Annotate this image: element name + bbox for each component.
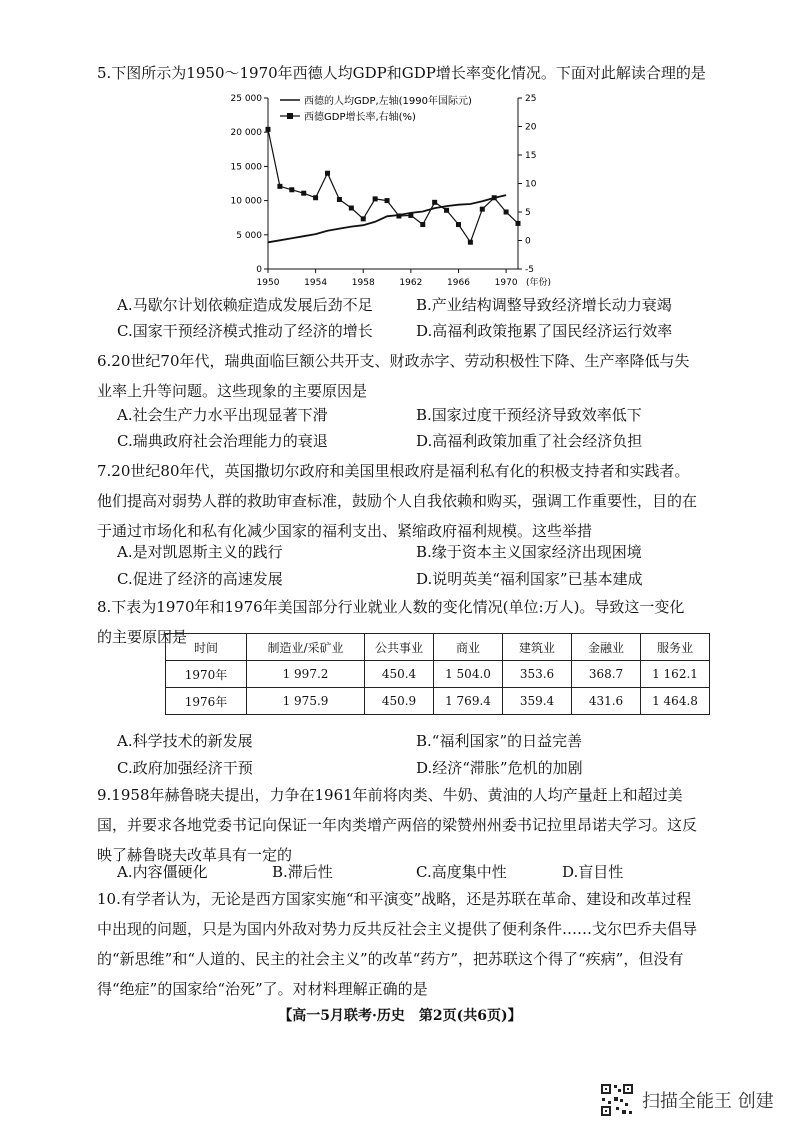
- growth-data-point: [313, 195, 318, 200]
- growth-data-point: [373, 196, 378, 201]
- legend-label-growth: 西德GDP增长率,右轴(%): [304, 112, 416, 123]
- question-7-text: 7.20世纪80年代，英国撒切尔政府和美国里根政府是福利私有化的积极支持者和实践者。他们提高对弱势人群的救助审查标准，鼓励个人自我依赖和购买，强调工作重要性，目的在于通过市场化和私有化减少国家的福利支出、紧缩政府福利规模。这些举措: [97, 462, 698, 540]
- table-cell: 359.4: [503, 688, 572, 715]
- growth-data-point: [396, 213, 401, 218]
- q8-option-a[interactable]: A.科学技术的新发展: [117, 732, 253, 750]
- right-tick-label: 0: [525, 236, 531, 247]
- question-5-stem: [97, 58, 737, 88]
- q5-option-a[interactable]: A.马歇尔计划依赖症造成发展后劲不足: [117, 296, 373, 314]
- x-tick-label: 1954: [304, 278, 328, 288]
- x-tick-label: 1962: [399, 278, 423, 288]
- question-10-stem: [97, 884, 697, 1004]
- q9-option-a[interactable]: A.内容僵硬化: [117, 863, 208, 881]
- growth-data-point: [266, 127, 271, 132]
- right-tick-label: 10: [525, 179, 537, 190]
- question-6-text: 6.20世纪70年代，瑞典面临巨额公共开支、财政赤字、劳动积极性下降、生产率降低与失业率上升等问题。这些现象的主要原因是: [97, 352, 690, 400]
- table-cell: 1970年: [166, 661, 247, 688]
- q7-option-c[interactable]: C.促进了经济的高速发展: [117, 570, 283, 588]
- x-tick-label: 1950: [256, 278, 280, 288]
- q7-option-d[interactable]: D.说明英美“福利国家”已基本建成: [416, 570, 643, 588]
- table-header-cell: 公共事业: [365, 634, 434, 661]
- left-tick-label: 0: [256, 265, 262, 275]
- table-cell: 450.4: [365, 661, 434, 688]
- growth-data-point: [516, 221, 521, 226]
- growth-data-point: [337, 197, 342, 202]
- q6-option-a[interactable]: A.社会生产力水平出现显著下滑: [117, 406, 328, 424]
- growth-data-point: [456, 222, 461, 227]
- growth-data-point: [480, 207, 485, 212]
- table-cell: 1 162.1: [641, 661, 710, 688]
- question-7-stem: [97, 456, 697, 546]
- table-cell: 368.7: [572, 661, 641, 688]
- table-header-cell: 服务业: [641, 634, 710, 661]
- growth-data-point: [289, 187, 294, 192]
- q8-option-b[interactable]: B.“福利国家”的日益完善: [416, 732, 583, 750]
- q9-option-c[interactable]: C.高度集中性: [416, 863, 507, 881]
- table-cell: 1 997.2: [247, 661, 365, 688]
- q6-option-d[interactable]: D.高福利政策加重了社会经济负担: [416, 432, 643, 450]
- table-cell: 1 769.4: [434, 688, 503, 715]
- x-tick-label: 1958: [351, 278, 375, 288]
- right-tick-label: 5: [525, 208, 531, 218]
- table-cell: 450.9: [365, 688, 434, 715]
- scanner-brand: [600, 1083, 774, 1117]
- page-footer: 【高一5月联考·历史 第2页(共6页)】: [278, 1008, 522, 1024]
- series-line-growth: [268, 129, 518, 242]
- growth-data-point: [349, 206, 354, 211]
- growth-data-point: [492, 195, 497, 200]
- growth-data-point: [432, 200, 437, 205]
- left-tick-label: 10 000: [230, 196, 262, 207]
- q7-option-a[interactable]: A.是对凯恩斯主义的践行: [117, 543, 283, 561]
- x-tick-label: 1970: [494, 278, 518, 288]
- x-tick-label: 1966: [447, 278, 470, 288]
- left-tick-label: 25 000: [230, 94, 262, 104]
- left-tick-label: 5 000: [236, 230, 262, 241]
- table-header-cell: 制造业/采矿业: [247, 634, 365, 661]
- left-tick-label: 20 000: [230, 128, 262, 139]
- growth-data-point: [420, 222, 425, 227]
- q6-option-b[interactable]: B.国家过度干预经济导致效率低下: [416, 406, 642, 424]
- qr-code-icon: [600, 1083, 634, 1117]
- question-6-stem: [97, 346, 697, 406]
- growth-data-point: [361, 216, 366, 221]
- question-9-stem: [97, 780, 697, 870]
- table-row: [166, 688, 710, 715]
- table-row: [166, 661, 710, 688]
- table-cell: 1 504.0: [434, 661, 503, 688]
- table-header-cell: 时间: [166, 634, 247, 661]
- right-tick-label: 25: [525, 94, 537, 104]
- table-header-row: [166, 634, 710, 661]
- growth-data-point: [385, 198, 390, 203]
- growth-data-point: [277, 184, 282, 189]
- question-9-text: 9.1958年赫鲁晓夫提出，力争在1961年前将肉类、牛奶、黄油的人均产量赶上和超过美国，并要求各地党委书记向保证一年肉类增产两倍的梁赞州州委书记拉里昂诺夫学习。这反映了赫鲁晓夫改革具有一定的: [97, 786, 698, 864]
- table-cell: 431.6: [572, 688, 641, 715]
- q8-option-d[interactable]: D.经济“滞胀”危机的加剧: [416, 759, 583, 777]
- x-axis-label: (年份): [526, 278, 552, 288]
- q5-option-b[interactable]: B.产业结构调整导致经济增长动力衰竭: [416, 296, 672, 314]
- growth-data-point: [504, 210, 509, 215]
- question-8-text: 8.下表为1970年和1976年美国部分行业就业人数的变化情况(单位:万人)。导致这一变化的主要原因是: [97, 598, 685, 646]
- right-tick-label: 15: [525, 151, 537, 161]
- q5-option-d[interactable]: D.高福利政策拖累了国民经济运行效率: [416, 322, 673, 340]
- table-cell: 353.6: [503, 661, 572, 688]
- growth-data-point: [325, 171, 330, 176]
- q7-option-b[interactable]: B.缘于资本主义国家经济出现困境: [416, 543, 642, 561]
- question-5-text: 5.下图所示为1950～1970年西德人均GDP和GDP增长率变化情况。下面对此解读合理的是: [97, 64, 706, 82]
- q9-option-d[interactable]: D.盲目性: [562, 863, 624, 881]
- left-tick-label: 15 000: [230, 162, 262, 173]
- table-cell: 1 464.8: [641, 688, 710, 715]
- legend-marker-growth: [287, 113, 293, 119]
- table-header-cell: 商业: [434, 634, 503, 661]
- brand-text: 扫描全能王 创建: [642, 1091, 774, 1112]
- right-tick-label: 20: [525, 122, 537, 133]
- q9-option-b[interactable]: B.滞后性: [272, 863, 333, 881]
- q8-option-c[interactable]: C.政府加强经济干预: [117, 759, 253, 777]
- q6-option-c[interactable]: C.瑞典政府社会治理能力的衰退: [117, 432, 328, 450]
- table-header-cell: 建筑业: [503, 634, 572, 661]
- growth-data-point: [408, 213, 413, 218]
- right-tick-label: -5: [525, 265, 534, 275]
- table-cell: 1976年: [166, 688, 247, 715]
- growth-data-point: [468, 240, 473, 245]
- table-header-cell: 金融业: [572, 634, 641, 661]
- question-10-text: 10.有学者认为，无论是西方国家实施“和平演变”战略，还是苏联在革命、建设和改革过程中出现的问题，只是为国内外敌对势力反共反社会主义提供了便利条件……戈尔巴乔夫倡导的“新思维”和“人道的、民主的社会主义”的改革“药方”，把苏联这个得了“疾病”，但没有得“绝症”的国家给“治死”了。对材料理解正确的是: [97, 890, 698, 998]
- growth-data-point: [301, 191, 306, 196]
- legend-label-gdp: 西德的人均GDP,左轴(1990年国际元): [304, 96, 472, 107]
- gdp-chart: [228, 86, 558, 298]
- table-cell: 1 975.9: [247, 688, 365, 715]
- gdp-chart-svg: [228, 86, 558, 298]
- employment-table: [165, 633, 710, 715]
- q5-option-c[interactable]: C.国家干预经济模式推动了经济的增长: [117, 322, 373, 340]
- growth-data-point: [444, 208, 449, 213]
